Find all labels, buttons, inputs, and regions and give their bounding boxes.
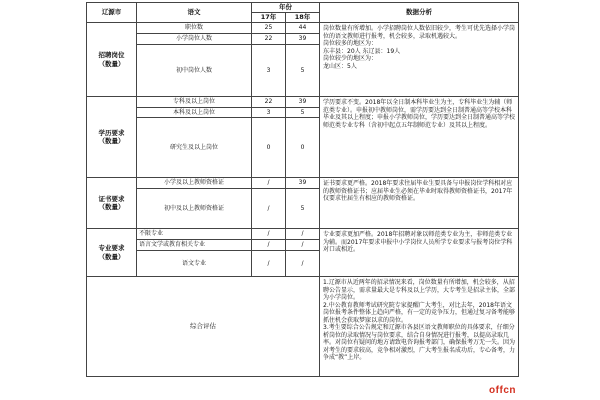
header-year-18: 18年: [286, 13, 320, 23]
value-17: /: [252, 189, 286, 229]
analysis-certificate: 证书要求更严格。2018年要求往届毕业生要具备与申报岗位学科相对应的教师资格证书；应届毕业生必须在毕业时取得教师资格证书，2017年仅要求往届生有相应的教师资格证。: [320, 178, 519, 229]
category-major: 专业要求 （数量）: [87, 229, 137, 277]
recruitment-analysis-table: [86, 2, 519, 377]
value-18: /: [286, 251, 320, 277]
row-item: 不限专业: [137, 229, 252, 240]
category-certificate: 证书要求 （数量）: [87, 178, 137, 229]
table-row: [87, 229, 519, 240]
value-18: 39: [286, 97, 320, 108]
value-17: /: [252, 240, 286, 251]
table-row: [87, 23, 519, 34]
value-18: 44: [286, 23, 320, 34]
value-18: 39: [286, 178, 320, 189]
value-18: 0: [286, 118, 320, 178]
evaluation-label: 综合评估: [87, 277, 320, 377]
header-analysis: 数据分析: [320, 3, 519, 23]
evaluation-text: 1.辽源市从近两年的招录情况来看，岗位数量有所增加，机会较多，从招聘公告显示，需求量最大是专科及以上学历，大专考生是招录主体，全部为小学岗位。 2.中公教育教师考试研究院专家提醒广大考生，对比去年，2018年语文岗位报考条件整体上趋向严格，有一定的竞争压力，但通过复习备考能够抓住机会获取梦寐以求的岗位。 3.考生要综合公告规定和辽源市各县区语文教师职位的具体要求，仔细分析岗位的录取情况与岗位要求，结合自身情况进行报考，以提高录取几率。对岗位有疑问的地方请致电咨询报考部门，确保报考万无一失。因为对考生的要求较高，竞争相对激烈，广大考生报名成功后，专心备考，力争成“教”上岸。: [320, 277, 519, 377]
analysis-major: 专业要求更加严格。2018年招聘对象以师范类专业为主，非师范类专业为辅。而2017年要求申报中小学岗位人员所学专业要求与报考岗位学科对口或相近。: [320, 229, 519, 277]
value-17: 22: [252, 97, 286, 108]
value-17: 25: [252, 23, 286, 34]
row-item: 小学岗位人数: [137, 34, 252, 45]
value-17: /: [252, 251, 286, 277]
evaluation-row: [87, 277, 519, 377]
header-region: 辽源市: [87, 3, 137, 23]
offcn-logo: offcn: [489, 385, 516, 396]
header-year-group: 年份: [252, 3, 320, 13]
row-item: 职位数: [137, 23, 252, 34]
value-18: 5: [286, 189, 320, 229]
header-subject: 语文: [137, 3, 252, 23]
value-18: 5: [286, 45, 320, 97]
row-item: 语文专业: [137, 251, 252, 277]
row-item: 初中及以上教师资格证: [137, 189, 252, 229]
row-item: 专科及以上岗位: [137, 97, 252, 108]
table-row: [87, 178, 519, 189]
value-17: 3: [252, 45, 286, 97]
row-item: 小学及以上教师资格证: [137, 178, 252, 189]
row-item: 研究生及以上岗位: [137, 118, 252, 178]
value-18: /: [286, 229, 320, 240]
value-18: /: [286, 240, 320, 251]
value-18: 39: [286, 34, 320, 45]
table-row: [87, 97, 519, 108]
header-year-17: 17年: [252, 13, 286, 23]
value-17: 3: [252, 108, 286, 118]
analysis-recruitment: 岗位数量有所增加。小学招聘岗位人数依旧较少，考生可优先选择小学岗位的语文教师进行报考，机会较多，录取机遇较大。 岗位较多的地区为： 东丰县：20人 东辽县：19人 岗位较少的地区为： 龙山区：5人: [320, 23, 519, 97]
header-row-top: [87, 3, 519, 13]
value-17: /: [252, 178, 286, 189]
value-17: 22: [252, 34, 286, 45]
value-18: 5: [286, 108, 320, 118]
row-item: 本科及以上岗位: [137, 108, 252, 118]
value-17: /: [252, 229, 286, 240]
category-recruitment: 招聘岗位 （数量）: [87, 23, 137, 97]
analysis-education: 学历要求不变。2018年以全日制本科毕业生为主，专科毕业生为辅（师范类专业）。申报初中教师岗位，需学历要达到全日制普通高等学校本科毕业及其以上程度；申报小学教师岗位，学历要达到全日制普通高等学校师范类专业专科（含初中起点五年制师范专业）及其以上程度。: [320, 97, 519, 178]
row-item: 初中岗位人数: [137, 45, 252, 97]
value-17: 0: [252, 118, 286, 178]
category-education: 学历要求 （数量）: [87, 97, 137, 178]
row-item: 语言文学或教育相关专业: [137, 240, 252, 251]
